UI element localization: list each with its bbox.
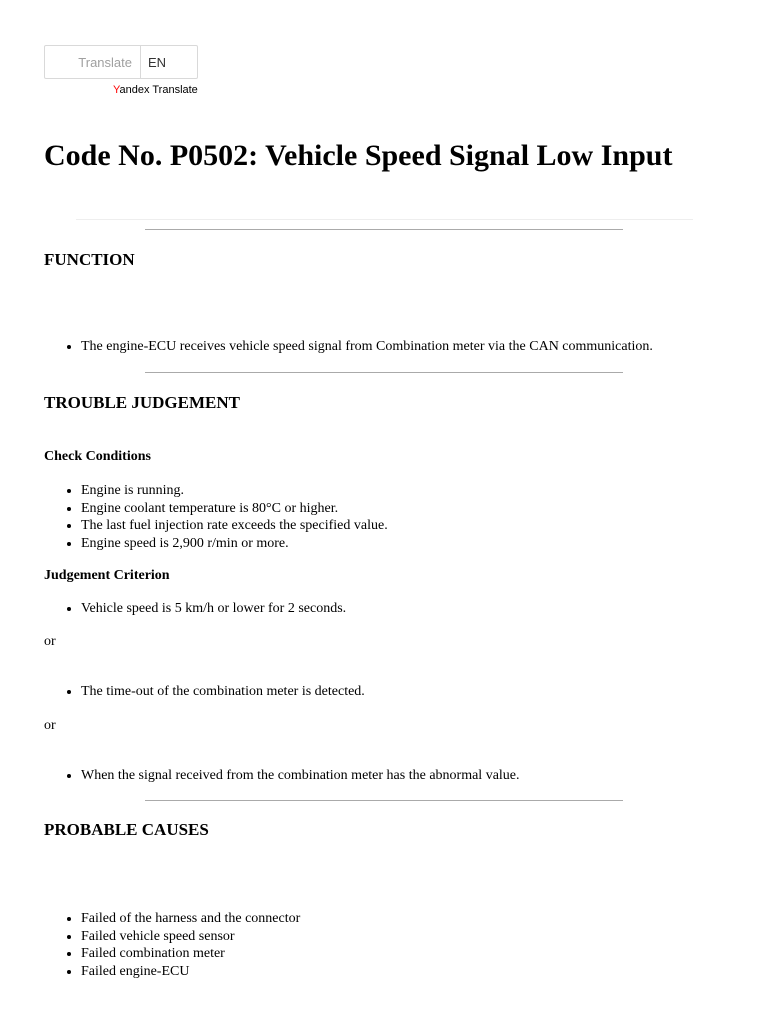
function-list (44, 338, 653, 356)
list-item: • Engine speed is 2,900 r/min or more. (81, 535, 388, 553)
probable-causes-heading: PROBABLE CAUSES (44, 820, 209, 839)
yandex-credit-text: andex Translate (119, 84, 198, 96)
language-selector[interactable]: EN (148, 54, 167, 70)
page-title: Code No. P0502: Vehicle Speed Signal Low Input (44, 139, 673, 172)
title-divider (76, 219, 693, 220)
list-item: • Failed engine-ECU (81, 963, 300, 981)
section-divider (145, 372, 623, 373)
judgement-criterion-list-2 (44, 683, 365, 701)
list-item: • Failed of the harness and the connector (81, 910, 300, 928)
list-item: • The time-out of the combination meter is detected. (81, 683, 365, 701)
section-divider (145, 229, 623, 230)
list-item: • Failed vehicle speed sensor (81, 928, 300, 946)
function-heading: FUNCTION (44, 250, 135, 269)
probable-causes-list (44, 910, 300, 980)
list-item: • The last fuel injection rate exceeds the specified value. (81, 517, 388, 535)
list-item: • The engine-ECU receives vehicle speed signal from Combination meter via the CAN communication. (81, 338, 653, 356)
list-item: • Failed combination meter (81, 945, 300, 963)
yandex-translate-link[interactable] (113, 84, 198, 96)
list-item: • Engine coolant temperature is 80°C or higher. (81, 500, 388, 518)
judgement-criterion-list-3 (44, 767, 520, 785)
check-conditions-list (44, 482, 388, 552)
translate-button[interactable]: Translate (45, 46, 141, 78)
or-separator: or (44, 718, 56, 733)
judgement-criterion-list-1 (44, 600, 346, 618)
list-item: • Engine is running. (81, 482, 388, 500)
check-conditions-heading: Check Conditions (44, 449, 151, 464)
judgement-criterion-heading: Judgement Criterion (44, 568, 170, 583)
yandex-logo-letter: Y (113, 84, 120, 96)
list-item: • Vehicle speed is 5 km/h or lower for 2 seconds. (81, 600, 346, 618)
translate-widget (44, 45, 198, 79)
or-separator: or (44, 634, 56, 649)
section-divider (145, 800, 623, 801)
trouble-judgement-heading: TROUBLE JUDGEMENT (44, 393, 240, 412)
list-item: • When the signal received from the combination meter has the abnormal value. (81, 767, 520, 785)
